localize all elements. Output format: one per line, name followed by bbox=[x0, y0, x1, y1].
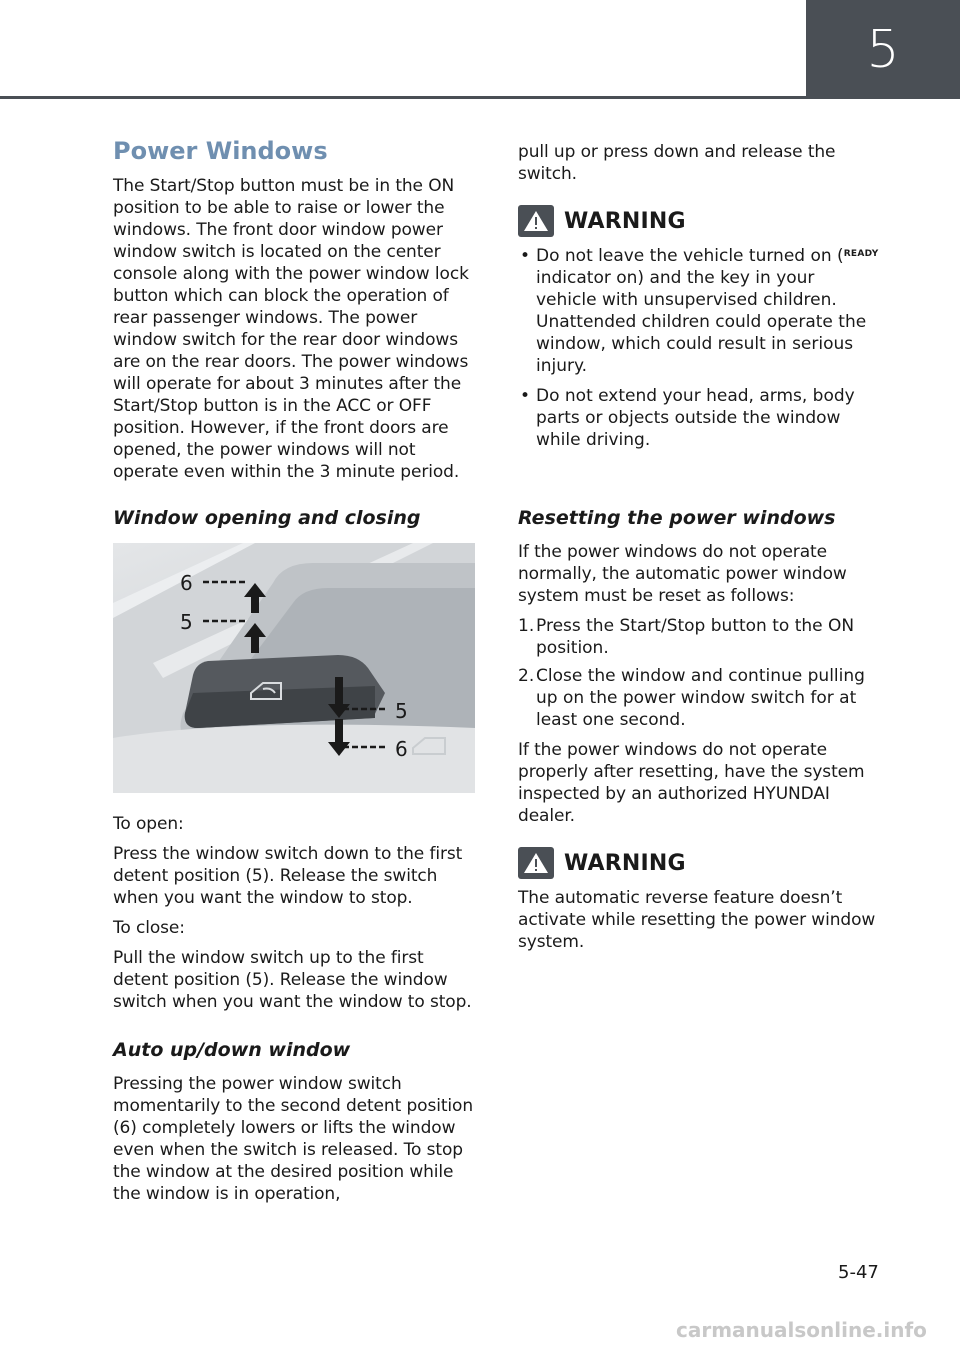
reset-step-2: 2. Close the window and continue pulling up on the power window switch for at least one second. bbox=[518, 666, 865, 730]
to-close-label: To close: bbox=[113, 918, 185, 938]
auto-window-text: Pressing the power window switch momentarily to the second detent position (6) completely lowers or lifts the window even when the switch is released. To stop the window at the desired position while the window is in operation, bbox=[113, 1074, 473, 1204]
to-close-text: Pull the window switch up to the first detent position (5). Release the window switch when you want the window to stop. bbox=[113, 948, 472, 1012]
warning-triangle-icon bbox=[518, 847, 554, 879]
chapter-tab: 5 bbox=[806, 0, 960, 99]
window-switch-figure bbox=[113, 543, 475, 793]
warning-1-list bbox=[518, 245, 880, 451]
warning-box-1 bbox=[518, 205, 880, 237]
page-number: 5-47 bbox=[838, 1262, 879, 1283]
subheading-opening-closing: Window opening and closing bbox=[113, 507, 421, 529]
subheading-auto-window: Auto up/down window bbox=[113, 1039, 351, 1061]
continued-text: pull up or press down and release the switch. bbox=[518, 142, 836, 184]
watermark: carmanualsonline.info bbox=[676, 1318, 927, 1342]
warning-title-1: WARNING bbox=[564, 208, 686, 234]
figure-label-down5: 5 bbox=[395, 699, 408, 723]
subheading-resetting: Resetting the power windows bbox=[518, 507, 836, 529]
header-rule bbox=[0, 96, 806, 99]
reset-intro: If the power windows do not operate normally, the automatic power window system must be reset as follows: bbox=[518, 542, 847, 606]
reset-step-1: 1. Press the Start/Stop button to the ON position. bbox=[518, 616, 855, 658]
to-open-text: Press the window switch down to the first detent position (5). Release the switch when you want the window to stop. bbox=[113, 844, 463, 908]
warning-2-text: The automatic reverse feature doesn’t activate while resetting the power window system. bbox=[518, 888, 876, 952]
window-switch-illustration bbox=[113, 543, 475, 793]
warning-title-2: WARNING bbox=[564, 850, 686, 876]
section-title: Power Windows bbox=[113, 137, 328, 165]
intro-paragraph: The Start/Stop button must be in the ON position to be able to raise or lower the windows. The front door window power window switch is located on the center console along with the power window lock button which can block the operation of rear passenger windows. The power window switch for the rear door windows are on the rear doors. The power windows will operate for about 3 minutes after the Start/Stop button is in the ACC or OFF position. However, if the front doors are opened, the power windows will not operate even within the 3 minute period. bbox=[113, 176, 469, 482]
figure-label-up5: 5 bbox=[180, 610, 193, 634]
left-column bbox=[113, 135, 475, 1213]
warning-1-item-1: • Do not leave the vehicle turned on (READY indicator on) and the key in your vehicle with unsupervised children. Unattended children could operate the window, which could result in serious injury. bbox=[518, 245, 880, 377]
reset-after: If the power windows do not operate properly after resetting, have the system inspected by an authorized HYUNDAI dealer. bbox=[518, 740, 865, 826]
warning-triangle-icon bbox=[518, 205, 554, 237]
to-open-label: To open: bbox=[113, 814, 184, 834]
ready-indicator-icon: READY bbox=[843, 249, 879, 259]
figure-label-up6: 6 bbox=[180, 571, 193, 595]
right-column bbox=[518, 135, 880, 961]
reset-steps bbox=[518, 615, 880, 731]
warning-box-2 bbox=[518, 847, 880, 879]
figure-label-down6: 6 bbox=[395, 737, 408, 761]
warning-1-item-2: • Do not extend your head, arms, body parts or objects outside the window while driving. bbox=[518, 385, 880, 451]
